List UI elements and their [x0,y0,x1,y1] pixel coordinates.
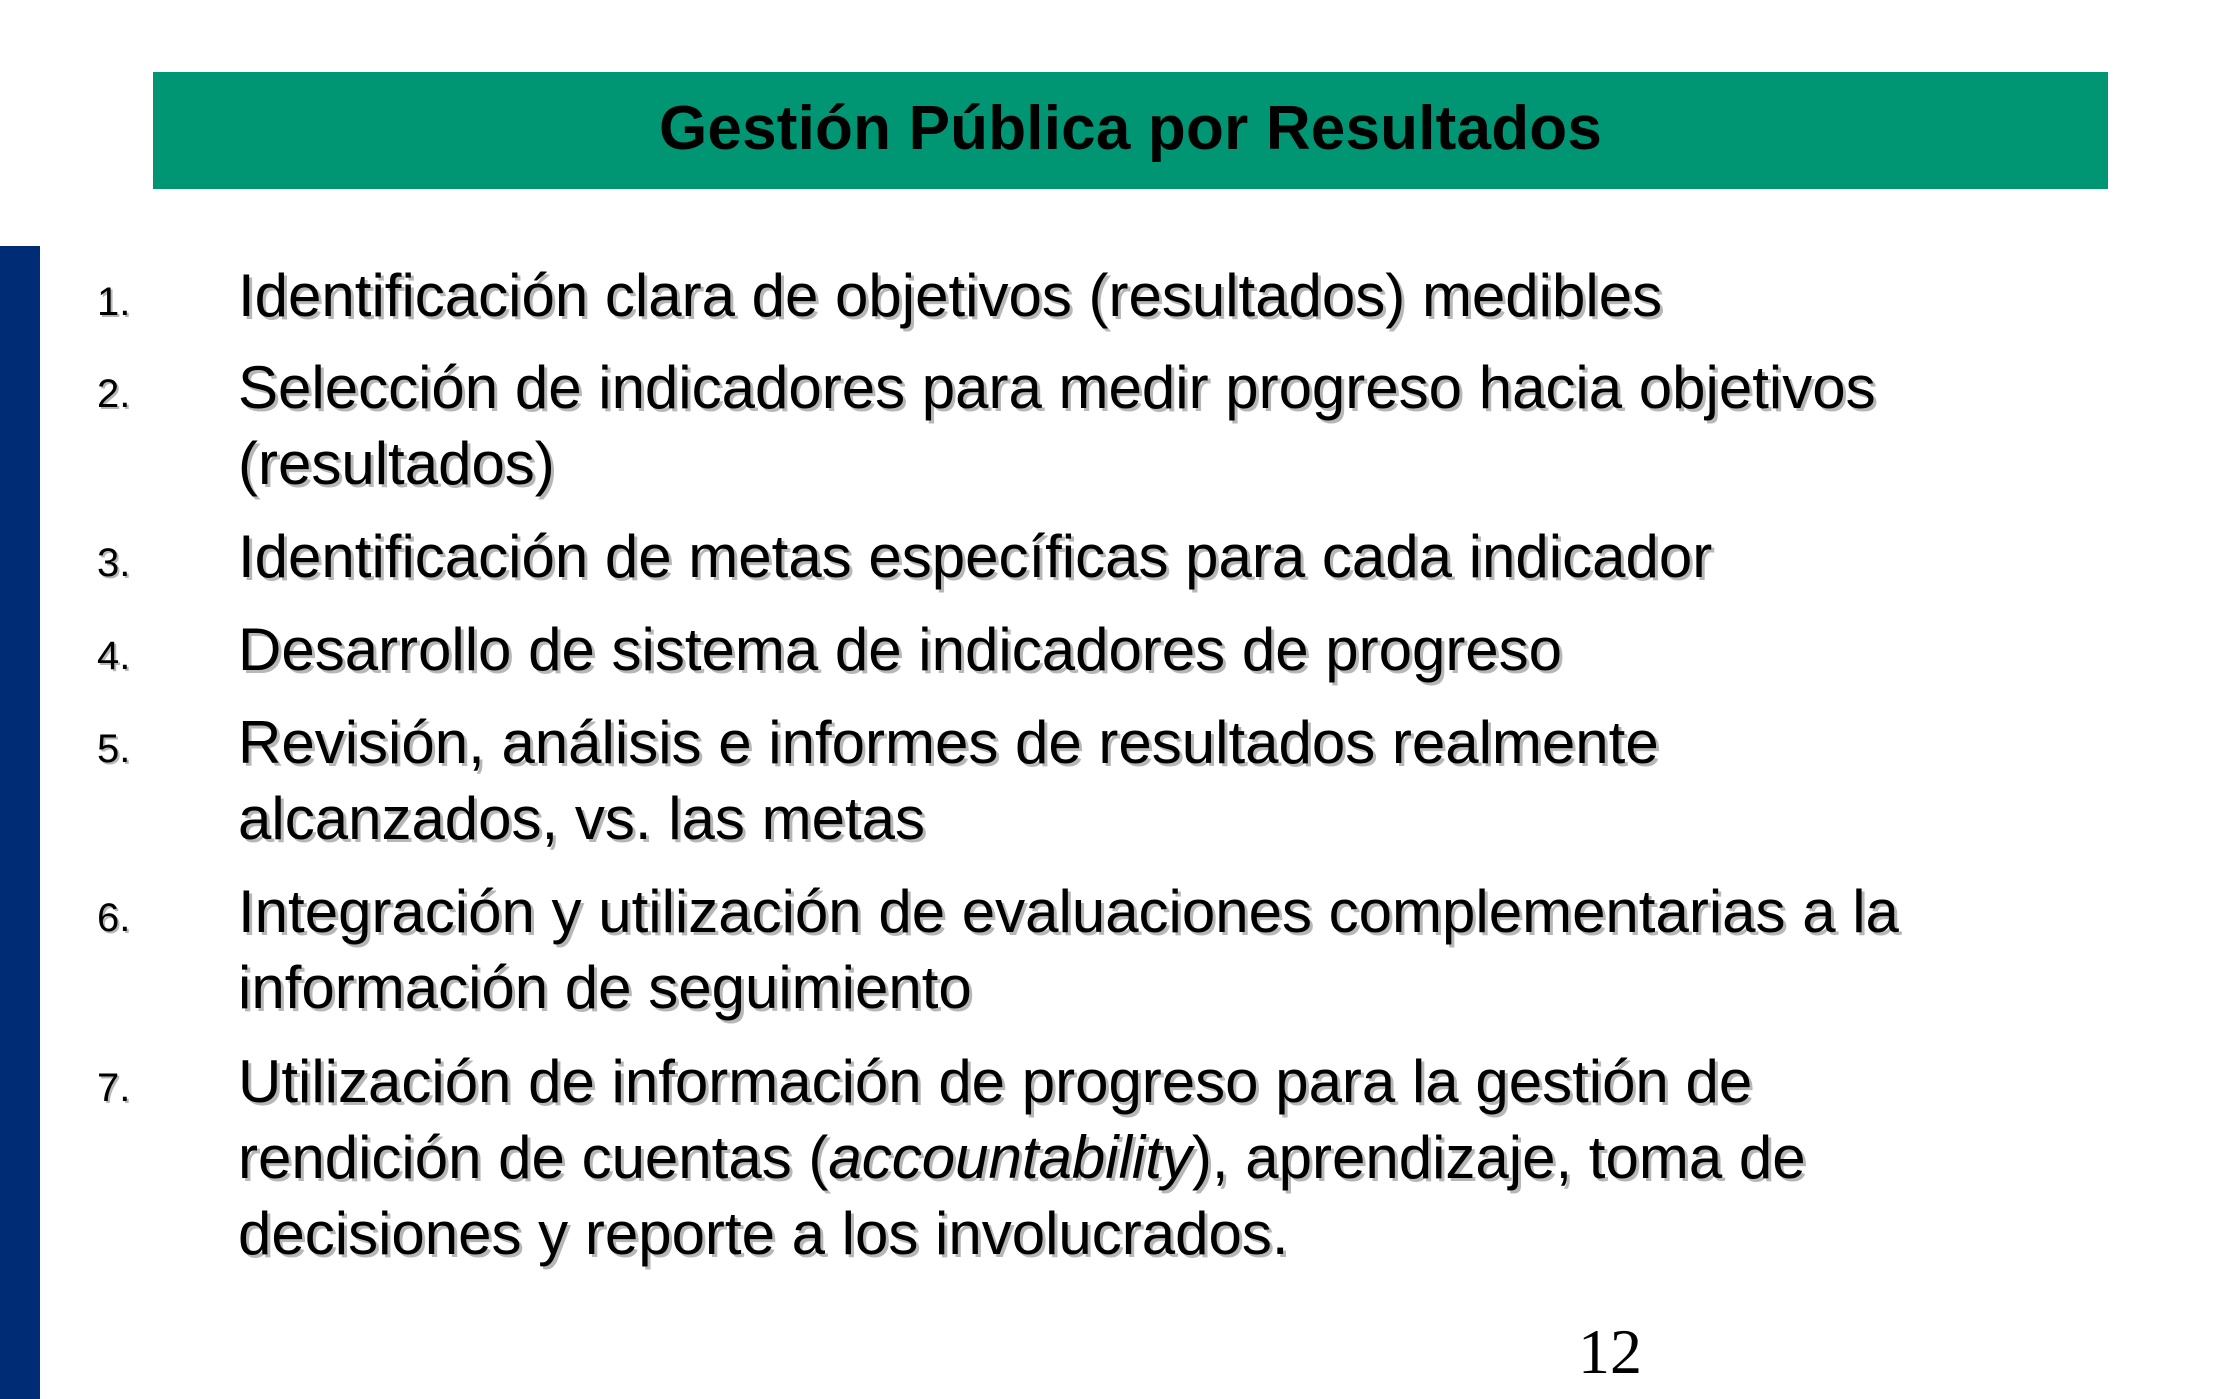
list-item-line: Identificación clara de objetivos (resultados) medibles [238,262,1663,329]
list-item-line: decisiones y reporte a los involucrados. [238,1200,1289,1267]
list-item-line: alcanzados, vs. las metas [238,785,925,852]
list-item-text [238,705,2138,857]
list-item-number: 5. [97,727,131,771]
list-item-text [238,874,2138,1026]
list-item-line: Integración y utilización de evaluaciones complementarias a la [238,878,1899,945]
line-text-before: rendición de cuentas ( [238,1124,829,1191]
list-item-text [238,519,2138,595]
list-item-line: (resultados) [238,430,555,497]
slide-title: Gestión Pública por Resultados [658,94,1603,163]
list-item-text [238,612,2138,688]
list-item-text [238,1044,2138,1272]
list-item-line: información de seguimiento [238,954,972,1021]
list-item-text [238,258,2138,334]
list-item-number: 4. [97,634,131,678]
list-item-number: 6. [97,896,131,940]
list-item-line: Identificación de metas específicas para cada indicador [238,523,1713,590]
left-accent-bar [0,246,40,1399]
line-text-after: ), aprendizaje, toma de [1191,1124,1806,1191]
title-band [153,72,2108,189]
list-item-line: Selección de indicadores para medir progreso hacia objetivos [238,354,1876,421]
list-item-number: 1. [97,280,131,324]
list-item-line [238,1120,2138,1196]
italic-term: accountability [828,1124,1192,1191]
list-item-text [238,350,2138,502]
list-item-line: Desarrollo de sistema de indicadores de progreso [238,616,1563,683]
list-item-line: Utilización de información de progreso para la gestión de [238,1048,1753,1115]
list-item-number: 7. [97,1066,131,1110]
list-item-number: 2. [97,372,131,416]
list-item-number: 3. [97,541,131,585]
page-number: 12 [1578,1316,1642,1387]
list-item-line: Revisión, análisis e informes de resultados realmente [238,709,1659,776]
